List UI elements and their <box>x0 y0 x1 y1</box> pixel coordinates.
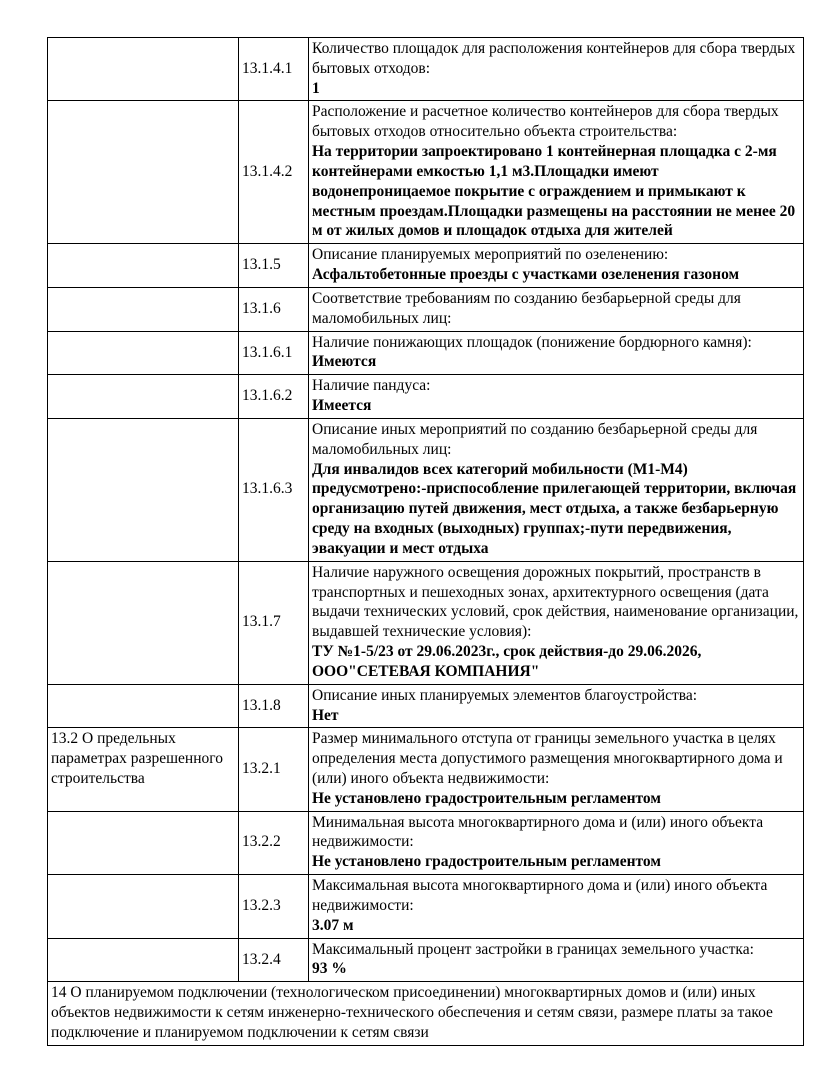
item-value: ТУ №1-5/23 от 29.06.2023г., срок действия-до 29.06.2026, ООО"СЕТЕВАЯ КОМПАНИЯ" <box>312 643 702 680</box>
table-row <box>48 875 804 938</box>
item-number-cell: 13.1.7 <box>239 561 309 684</box>
section-label: 13.2 О предельных параметрах разрешенного строительства <box>51 730 223 787</box>
item-content-cell <box>309 938 804 982</box>
section-cell <box>48 101 239 244</box>
item-content-cell <box>309 875 804 938</box>
section-cell <box>48 728 239 811</box>
section-cell <box>48 244 239 288</box>
section-cell <box>48 811 239 874</box>
item-number-cell: 13.2.4 <box>239 938 309 982</box>
item-content-cell <box>309 561 804 684</box>
item-value: Нет <box>312 706 339 724</box>
item-number-cell: 13.1.6.1 <box>239 331 309 375</box>
item-number-cell: 13.1.8 <box>239 684 309 728</box>
item-content-cell <box>309 728 804 811</box>
table-row <box>48 101 804 244</box>
item-number-cell: 13.1.6.2 <box>239 375 309 419</box>
item-content-cell <box>309 375 804 419</box>
item-label: Размер минимального отступа от границы земельного участка в целях определения места допустимого размещения многоквартирного дома и (или) иного объекта недвижимости: <box>312 730 783 787</box>
item-label: Количество площадок для расположения контейнеров для сбора твердых бытовых отходов: <box>312 40 796 77</box>
table-row-section-14 <box>48 982 804 1045</box>
item-value: Не установлено градостроительным регламентом <box>312 853 661 871</box>
table-row <box>48 728 804 811</box>
item-content-cell <box>309 244 804 288</box>
item-label: Соответствие требованиям по созданию безбарьерной среды для маломобильных лиц: <box>312 289 741 327</box>
section-cell <box>48 938 239 982</box>
item-number-cell: 13.1.6 <box>239 287 309 331</box>
item-label: Наличие наружного освещения дорожных покрытий, пространств в транспортных и пешеходных зонах, архитектурного освещения (дата выдачи технических условий, срок действия, наименование организации, выдавшей технические условия): <box>312 563 799 641</box>
table-row <box>48 561 804 684</box>
section-cell <box>48 375 239 419</box>
table-row <box>48 811 804 874</box>
item-value: 1 <box>312 79 320 97</box>
section-cell <box>48 684 239 728</box>
table-row <box>48 38 804 101</box>
item-label: Максимальная высота многоквартирного дома и (или) иного объекта недвижимости: <box>312 877 768 914</box>
declaration-table <box>47 37 804 1046</box>
section-cell <box>48 418 239 561</box>
section-cell <box>48 875 239 938</box>
item-value: Для инвалидов всех категорий мобильности (М1-М4) предусмотрено:-приспособление прилегающей территории, включая организацию путей движения, мест отдыха, а также безбарьерную среду на входных (выходных) группах;-пути передвижения, эвакуации и мест отдыха <box>312 460 797 557</box>
item-number-cell: 13.2.3 <box>239 875 309 938</box>
item-number-cell: 13.1.6.3 <box>239 418 309 561</box>
section-cell <box>48 331 239 375</box>
item-number-cell: 13.1.5 <box>239 244 309 288</box>
item-number-cell: 13.2.1 <box>239 728 309 811</box>
item-label: Расположение и расчетное количество контейнеров для сбора твердых бытовых отходов относительно объекта строительства: <box>312 103 779 141</box>
item-label: Максимальный процент застройки в границах земельного участка: <box>312 940 754 958</box>
item-content-cell <box>309 287 804 331</box>
item-content-cell <box>309 811 804 874</box>
item-number-cell: 13.1.4.2 <box>239 101 309 244</box>
table-row <box>48 684 804 728</box>
item-label: Минимальная высота многоквартирного дома и (или) иного объекта недвижимости: <box>312 813 764 851</box>
item-value: 93 % <box>312 960 347 978</box>
item-label: Описание иных планируемых элементов благоустройства: <box>312 686 698 704</box>
item-label: Описание иных мероприятий по созданию безбарьерной среды для маломобильных лиц: <box>312 420 758 458</box>
item-value: На территории запроектировано 1 контейнерная площадка с 2-мя контейнерами емкостью 1,1 м3.Площадки имеют водонепроницаемое покрытие с ограждением и примыкают к местным проездам.Площадки размещены на расстоянии не менее 20 м от жилых домов и площадок отдыха для жителей <box>312 143 796 240</box>
table-row <box>48 287 804 331</box>
item-number-cell: 13.1.4.1 <box>239 38 309 101</box>
item-content-cell <box>309 101 804 244</box>
item-value: Имеются <box>312 353 377 371</box>
section-14-heading: 14 О планируемом подключении (технологическом присоединении) многоквартирных домов и (или) иных объектов недвижимости к сетям инженерно-технического обеспечения и сетям связи, размере платы за такое подключение и планируемом подключении к сетям связи <box>48 982 804 1045</box>
item-value: Не установлено градостроительным регламентом <box>312 789 661 807</box>
item-content-cell <box>309 331 804 375</box>
table-row <box>48 418 804 561</box>
section-cell <box>48 287 239 331</box>
table-row <box>48 938 804 982</box>
item-content-cell <box>309 418 804 561</box>
item-label: Описание планируемых мероприятий по озеленению: <box>312 246 669 264</box>
table-row <box>48 375 804 419</box>
section-cell <box>48 38 239 101</box>
item-value: Имеется <box>312 397 372 415</box>
section-cell <box>48 561 239 684</box>
item-content-cell <box>309 684 804 728</box>
item-label: Наличие понижающих площадок (понижение бордюрного камня): <box>312 333 752 351</box>
table-row <box>48 244 804 288</box>
item-label: Наличие пандуса: <box>312 377 431 395</box>
item-number-cell: 13.2.2 <box>239 811 309 874</box>
table-row <box>48 331 804 375</box>
item-content-cell <box>309 38 804 101</box>
item-value: Асфальтобетонные проезды с участками озеленения газоном <box>312 266 740 284</box>
item-value: 3.07 м <box>312 916 354 934</box>
